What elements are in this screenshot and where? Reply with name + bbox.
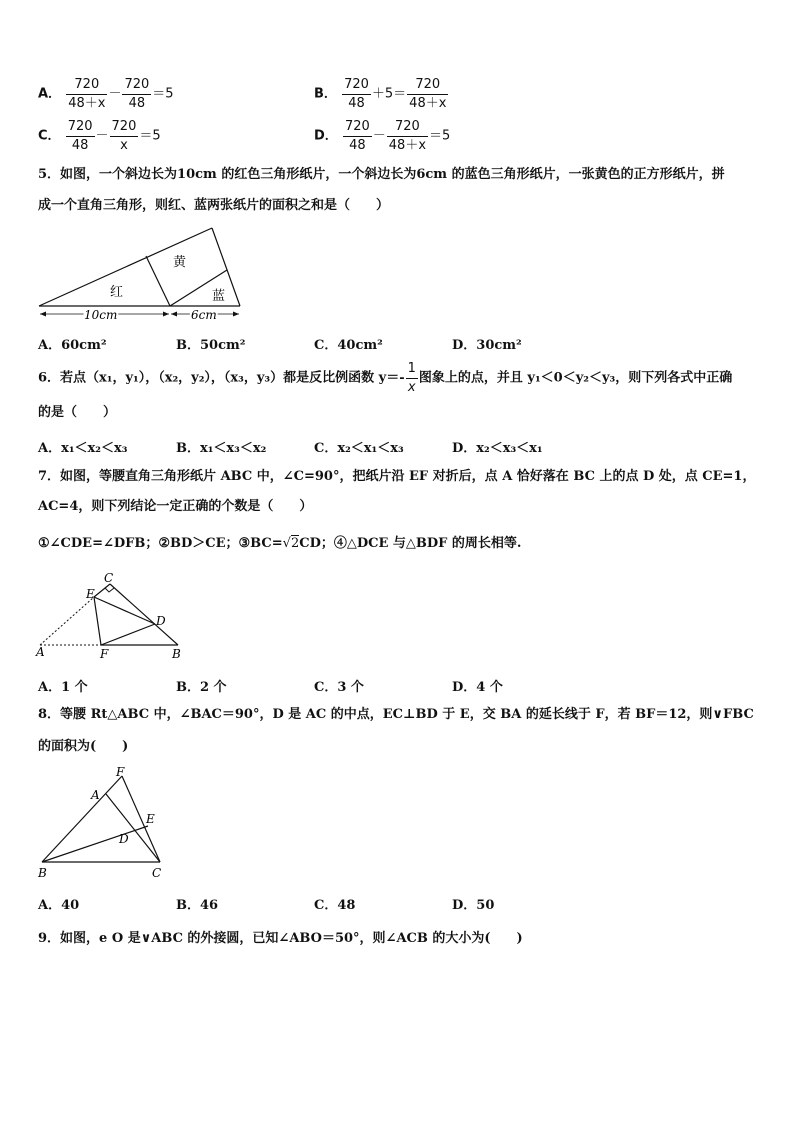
q5-figure bbox=[36, 224, 246, 324]
fraction: $\frac{720}{48+x}$ bbox=[388, 119, 427, 153]
point-label-b: B bbox=[172, 647, 181, 661]
fig-line bbox=[39, 228, 212, 306]
point-label-b: B bbox=[38, 866, 47, 880]
fig-line bbox=[40, 597, 94, 645]
q6-option-d: D．x₂＜x₃＜x₁ bbox=[452, 441, 543, 456]
q5-option-c: C．40cm² bbox=[314, 338, 383, 353]
point-label-f: F bbox=[100, 647, 109, 661]
q7-option-b: B．2 个 bbox=[176, 680, 227, 695]
fig-line bbox=[110, 584, 178, 645]
q7-statements: ①∠CDE=∠DFB；②BD＞CE；③BC=√2CD；④△DCE 与△BDF 的周长相等. bbox=[38, 536, 522, 551]
q7-stem-line1: 7．如图，等腰直角三角形纸片 ABC 中，∠C=90°，把纸片沿 EF 对折后，点 A 恰好落在 BC 上的点 D 处，点 CE=1， bbox=[38, 469, 756, 484]
q4-option-b: B． $\frac{720}{48}$ ＋5＝ $\frac{720}{48+x}$ bbox=[314, 77, 447, 111]
fig-line bbox=[94, 597, 155, 624]
dim-label-6cm: 6cm bbox=[191, 308, 217, 322]
q8-stem-line1: 8．等腰 Rt△ABC 中，∠BAC＝90°，D 是 AC 的中点，EC⊥BD 于 E，交 BA 的延长线于 F，若 BF＝12，则∨FBC bbox=[38, 707, 754, 722]
q8-option-d: D．50 bbox=[452, 898, 495, 913]
point-label-d: D bbox=[156, 614, 166, 628]
q5-stem-line2: 成一个直角三角形，则红、蓝两张纸片的面积之和是（ ） bbox=[38, 198, 390, 213]
dim-label-10cm: 10cm bbox=[84, 308, 118, 322]
q9-stem-line1: 9．如图，e O 是∨ABC 的外接圆，已知∠ABO＝50°，则∠ACB 的大小为( ) bbox=[38, 931, 523, 946]
point-label-c: C bbox=[152, 866, 162, 880]
q8-option-b: B．46 bbox=[176, 898, 219, 913]
fraction: $\frac{720}{48+x}$ bbox=[409, 77, 447, 111]
q7-option-a: A．1 个 bbox=[38, 680, 88, 695]
option-label: C． bbox=[38, 128, 61, 144]
red-label: 红 bbox=[110, 285, 124, 300]
point-label-a: A bbox=[91, 788, 100, 802]
q6-option-c: C．x₂＜x₁＜x₃ bbox=[314, 441, 404, 456]
q5-option-b: B．50cm² bbox=[176, 338, 246, 353]
sqrt-symbol: √ bbox=[282, 536, 291, 551]
q4-option-a: A． $\frac{720}{48+x}$ － $\frac{720}{48}$ ＝5 bbox=[38, 77, 174, 111]
fig-line bbox=[94, 597, 101, 645]
q4-option-c: C． $\frac{720}{48}$ － $\frac{720}{x}$ ＝5 bbox=[38, 119, 161, 153]
q6-stem-line2: 的是（ ） bbox=[38, 405, 117, 420]
fraction: $\frac{720}{48}$ bbox=[124, 77, 150, 111]
fraction: $\frac{720}{48}$ bbox=[344, 77, 369, 111]
point-label-e: E bbox=[86, 587, 95, 601]
blue-label: 蓝 bbox=[212, 289, 226, 304]
arrow-head bbox=[233, 312, 239, 317]
fraction: $\frac{720}{48}$ bbox=[67, 119, 93, 153]
q7-option-d: D．4 个 bbox=[452, 680, 503, 695]
fraction: $\frac{720}{48+x}$ bbox=[68, 77, 106, 111]
q5-option-a: A．60cm² bbox=[38, 338, 107, 353]
arrow-head bbox=[171, 312, 177, 317]
q6-stem-line1: 6．若点（x₁，y₁），（x₂，y₂），（x₃，y₃）都是反比例函数 y＝- $\frac{1}{x}$ 图象上的点，并且 y₁＜0＜y₂＜y₃，则下列各式中正确 bbox=[38, 361, 733, 395]
yellow-label: 黄 bbox=[173, 255, 187, 270]
q8-option-a: A．40 bbox=[38, 898, 80, 913]
right-angle-mark bbox=[105, 588, 114, 592]
q7-figure bbox=[34, 570, 194, 662]
fig-line bbox=[146, 256, 170, 306]
q6-option-a: A．x₁＜x₂＜x₃ bbox=[38, 441, 128, 456]
q7-option-c: C．3 个 bbox=[314, 680, 364, 695]
point-label-e: E bbox=[146, 812, 155, 826]
arrow-head bbox=[163, 312, 169, 317]
fig-line bbox=[42, 776, 122, 862]
point-label-d: D bbox=[119, 832, 129, 846]
point-label-c: C bbox=[104, 571, 114, 585]
option-label: A． bbox=[38, 86, 62, 102]
fraction: $\frac{1}{x}$ bbox=[407, 361, 416, 395]
q8-option-c: C．48 bbox=[314, 898, 356, 913]
option-label: B． bbox=[314, 86, 337, 102]
fig-line bbox=[101, 624, 155, 645]
q8-figure bbox=[34, 764, 174, 882]
q8-stem-line2: 的面积为( ) bbox=[38, 739, 129, 754]
fig-line bbox=[106, 794, 160, 862]
point-label-a: A bbox=[36, 645, 45, 659]
fraction: $\frac{720}{48}$ bbox=[344, 119, 370, 153]
arrow-head bbox=[40, 312, 46, 317]
fig-line bbox=[42, 826, 148, 862]
q4-option-d: D． $\frac{720}{48}$ － $\frac{720}{48+x}$ ＝5 bbox=[314, 119, 451, 153]
q6-option-b: B．x₁＜x₃＜x₂ bbox=[176, 441, 267, 456]
q7-stem-line2: AC=4，则下列结论一定正确的个数是（ ） bbox=[38, 499, 313, 514]
q5-option-d: D．30cm² bbox=[452, 338, 522, 353]
fraction: $\frac{720}{x}$ bbox=[111, 119, 137, 153]
option-label: D． bbox=[314, 128, 338, 144]
point-label-f: F bbox=[116, 765, 125, 779]
q5-stem-line1: 5．如图，一个斜边长为10cm 的红色三角形纸片，一个斜边长为6cm 的蓝色三角形纸片，一张黄色的正方形纸片，拼 bbox=[38, 167, 725, 182]
